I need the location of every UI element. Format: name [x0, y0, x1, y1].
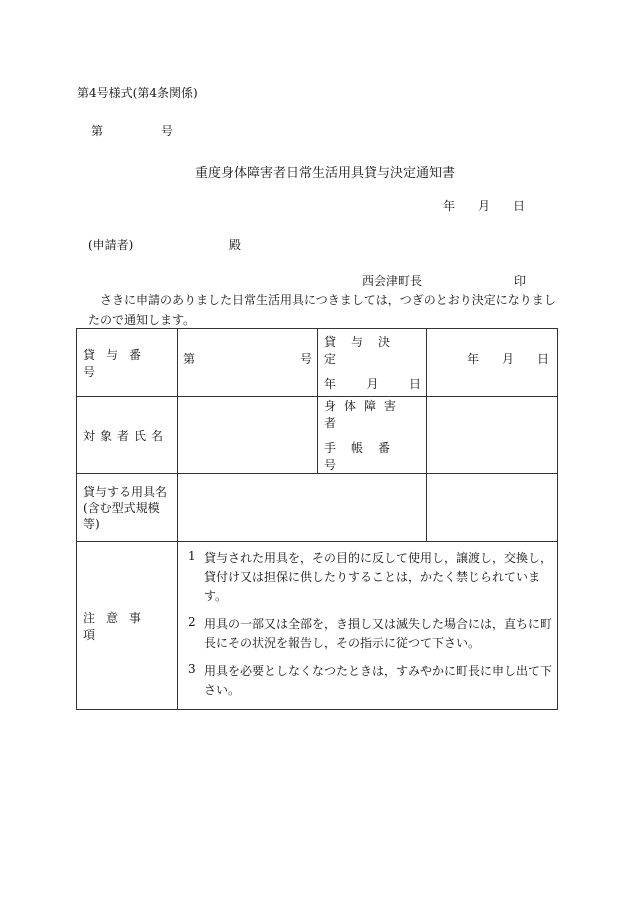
equipment-name-label-line-2: (含む型式規模: [83, 500, 160, 515]
decision-date-month: 月: [501, 352, 514, 366]
row-notes: [77, 542, 558, 710]
loan-decision-label: 貸与決定: [324, 335, 406, 366]
subject-name-label: 対象者氏名: [83, 428, 169, 443]
disability-notebook-label-cell: [318, 397, 427, 474]
note-1-line-2: 貸付け又は担保に供したりすることは，かたく禁じられています。: [204, 570, 541, 603]
intro-text-line-2: たので通知します。: [88, 313, 196, 327]
note-item-3: [188, 662, 553, 700]
intro-text-line-1: さきに申請のありました日常生活用具につきましては，つぎのとおり決定になりまし: [100, 293, 556, 307]
note-3-line-2: さい。: [204, 683, 241, 697]
applicant-label: (申請者): [88, 238, 134, 252]
row-subject-name: [77, 397, 558, 474]
decision-date-year: 年: [467, 352, 480, 366]
decision-table: [76, 328, 558, 710]
note-item-1: [188, 549, 553, 606]
note-2-number: 2: [188, 615, 196, 629]
notes-content-cell: [178, 542, 558, 710]
subject-name-label-cell: [77, 397, 178, 474]
form-number-label: 第4号様式(第4条関係): [77, 86, 198, 100]
loan-number-value-cell: [178, 329, 318, 397]
decision-label-month: 月: [366, 377, 379, 391]
note-2-line-2: 長にその状況を報告し，その指示に従つて下さい。: [204, 636, 481, 650]
loan-decision-date-cell: [427, 329, 558, 397]
date-line: [443, 197, 525, 214]
notes-label: 注意事項: [83, 610, 153, 642]
loan-number-suffix: 号: [299, 352, 312, 366]
equipment-name-label-line-3: 等): [83, 516, 100, 531]
document-number-suffix: 号: [161, 124, 174, 138]
loan-number-prefix: 第: [183, 352, 196, 366]
note-3-number: 3: [188, 662, 196, 676]
equipment-name-label-cell: [77, 474, 178, 542]
decision-label-day: 日: [408, 377, 421, 391]
disability-notebook-value-cell: [427, 397, 558, 474]
equipment-name-value-cell: [178, 474, 427, 542]
row-loan-number: [77, 329, 558, 397]
loan-decision-label-cell: [318, 329, 427, 397]
disability-notebook-label-1: 身体障害者: [324, 399, 405, 430]
note-item-2: [188, 615, 553, 653]
equipment-extra-cell: [427, 474, 558, 542]
loan-number-label-cell: [77, 329, 178, 397]
date-year: 年: [443, 199, 456, 213]
decision-date-day: 日: [536, 352, 549, 366]
subject-name-value-cell: [178, 397, 318, 474]
document-number: [91, 122, 174, 139]
issuer-seal: 印: [514, 274, 527, 288]
date-month: 月: [477, 199, 490, 213]
note-1-line-1: 貸与された用具を，その目的に反して使用し，譲渡し，交換し，: [204, 551, 553, 565]
equipment-name-label-line-1: 貸与する用具名: [83, 484, 168, 499]
loan-number-label: 貸与番号: [83, 347, 153, 379]
disability-notebook-label-2: 手帳番号: [324, 441, 406, 472]
document-number-prefix: 第: [91, 124, 104, 138]
decision-label-year: 年: [324, 377, 337, 391]
row-equipment-name: [77, 474, 558, 542]
document-title: 重度身体障害者日常生活用具貸与決定通知書: [195, 166, 456, 181]
issuer-name: 西会津町長: [362, 274, 423, 288]
applicant-honorific: 殿: [229, 238, 242, 252]
note-3-line-1: 用具を必要としなくなつたときは，すみやかに町長に申し出て下: [204, 664, 553, 678]
notes-label-cell: [77, 542, 178, 710]
date-day: 日: [512, 199, 525, 213]
note-1-number: 1: [188, 549, 196, 563]
note-2-line-1: 用具の一部又は全部を，き損し又は滅失した場合には，直ちに町: [204, 617, 553, 631]
